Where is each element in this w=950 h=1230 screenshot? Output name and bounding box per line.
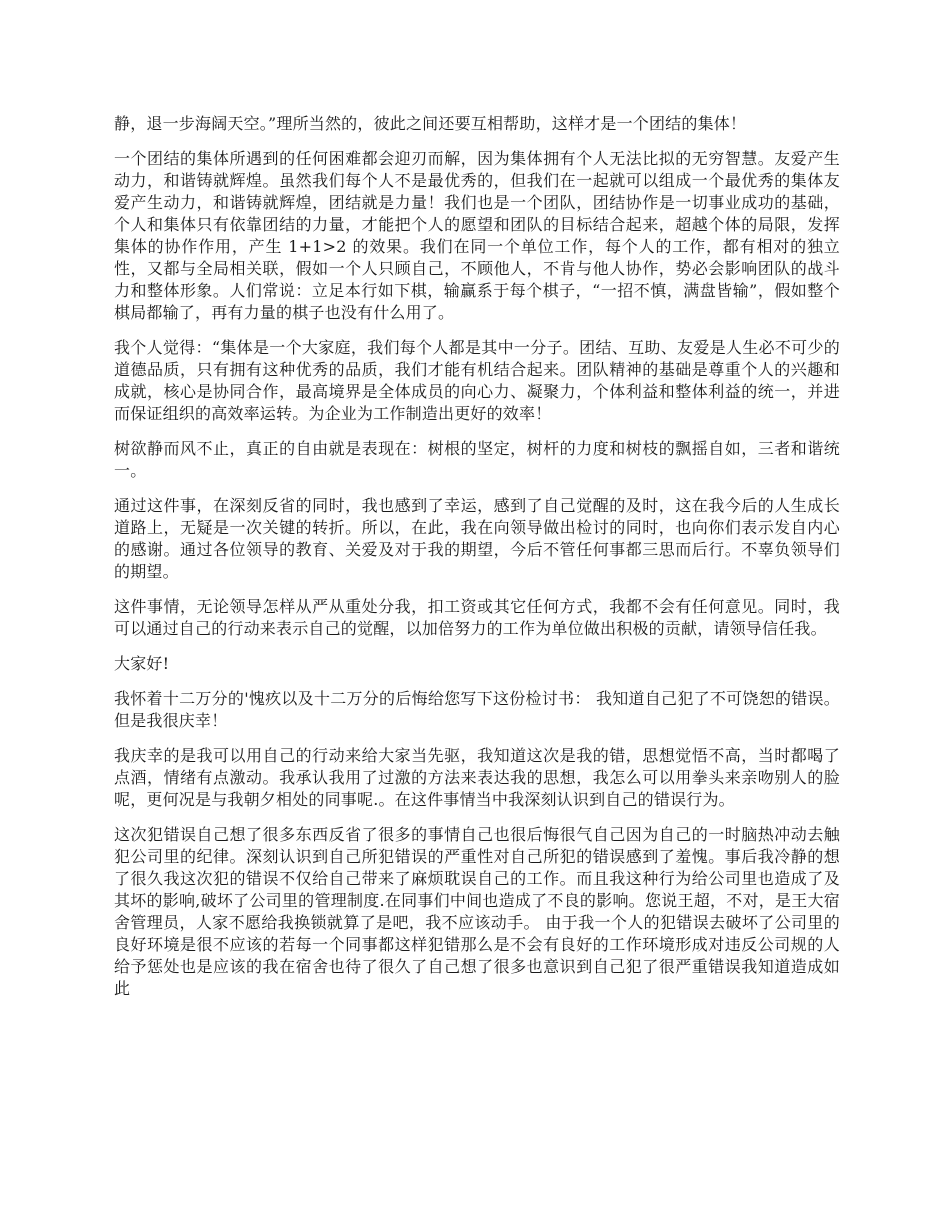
paragraph-8: 我怀着十二万分的'愧疚以及十二万分的后悔给您写下这份检讨书： 我知道自己犯了不可饶恕的错误。但是我很庆幸！ bbox=[114, 689, 840, 730]
paragraph-2: 一个团结的集体所遇到的任何困难都会迎刃而解，因为集体拥有个人无法比拟的无穷智慧。友爱产生动力，和谐铸就辉煌。虽然我们每个人不是最优秀的，但我们在一起就可以组成一个最优秀的集体友爱产生动力，和谐铸就辉煌，团结就是力量！我们也是一个团队，团结协作是一切事业成功的基础，个人和集体只有依靠团结的力量，才能把个人的愿望和团队的目标结合起来，超越个体的局限，发挥集体的协作作用，产生 1+1>2 的效果。我们在同一个单位工作，每个人的工作，都有相对的独立性，又都与全局相关联，假如一个人只顾自己，不顾他人，不肯与他人协作，势必会影响团队的战斗力和整体形象。人们常说：立足本行如下棋，输赢系于每个棋子，“一招不慎，满盘皆输”，假如整个棋局都输了，再有力量的棋子也没有什么用了。 bbox=[114, 149, 840, 322]
paragraph-5: 通过这件事，在深刻反省的同时，我也感到了幸运，感到了自己觉醒的及时，这在我今后的人生成长道路上，无疑是一次关键的转折。所以，在此，我在向领导做出检讨的同时，也向你们表示发自内心的感谢。通过各位领导的教育、关爱及对于我的期望，今后不管任何事都三思而后行。不辜负领导们的期望。 bbox=[114, 496, 840, 581]
paragraph-3: 我个人觉得：“集体是一个大家庭，我们每个人都是其中一分子。团结、互助、友爱是人生必不可少的道德品质，只有拥有这种优秀的品质，我们才能有机结合起来。团队精神的基础是尊重个人的兴趣和成就，核心是协同合作，最高境界是全体成员的向心力、凝聚力，个体利益和整体利益的统一，并进而保证组织的高效率运转。为企业为工作制造出更好的效率！ bbox=[114, 338, 840, 423]
paragraph-9: 我庆幸的是我可以用自己的行动来给大家当先驱，我知道这次是我的错，思想觉悟不高，当时都喝了点酒，情绪有点激动。我承认我用了过激的方法来表达我的思想，我怎么可以用拳头来亲吻别人的脸呢，更何况是与我朝夕相处的同事呢.。在这件事情当中我深刻认识到自己的错误行为。 bbox=[114, 746, 840, 809]
paragraph-10: 这次犯错误自己想了很多东西反省了很多的事情自己也很后悔很气自己因为自己的一时脑热冲动去触犯公司里的纪律。深刻认识到自己所犯错误的严重性对自己所犯的错误感到了羞愧。事后我冷静的想了很久我这次犯的错误不仅给自己带来了麻烦耽误自己的工作。而且我这种行为给公司里也造成了及其坏的影响,破坏了公司里的管理制度.在同事们中间也造成了不良的影响。您说王超，不对，是王大宿舍管理员，人家不愿给我换锁就算了是吧，我不应该动手。 由于我一个人的犯错误去破坏了公司里的良好环境是很不应该的若每一个同事都这样犯错那么是不会有良好的工作环境形成对违反公司规的人给予惩处也是应该的我在宿舍也待了很久了自己想了很多也意识到自己犯了很严重错误我知道造成如此 bbox=[114, 825, 840, 998]
paragraph-1: 静，退一步海阔天空。”理所当然的，彼此之间还要互相帮助，这样才是一个团结的集体！ bbox=[114, 114, 747, 133]
paragraph-4: 树欲静而风不止，真正的自由就是表现在：树根的坚定，树杆的力度和树枝的飘摇自如，三者和谐统一。 bbox=[114, 439, 840, 480]
greeting-line: 大家好! bbox=[114, 654, 170, 673]
document-body bbox=[114, 113, 840, 1013]
paragraph-6: 这件事情，无论领导怎样从严从重处分我，扣工资或其它任何方式，我都不会有任何意见。同时，我可以通过自己的行动来表示自己的觉醒，以加倍努力的工作为单位做出积极的贡献，请领导信任我。 bbox=[114, 597, 840, 638]
